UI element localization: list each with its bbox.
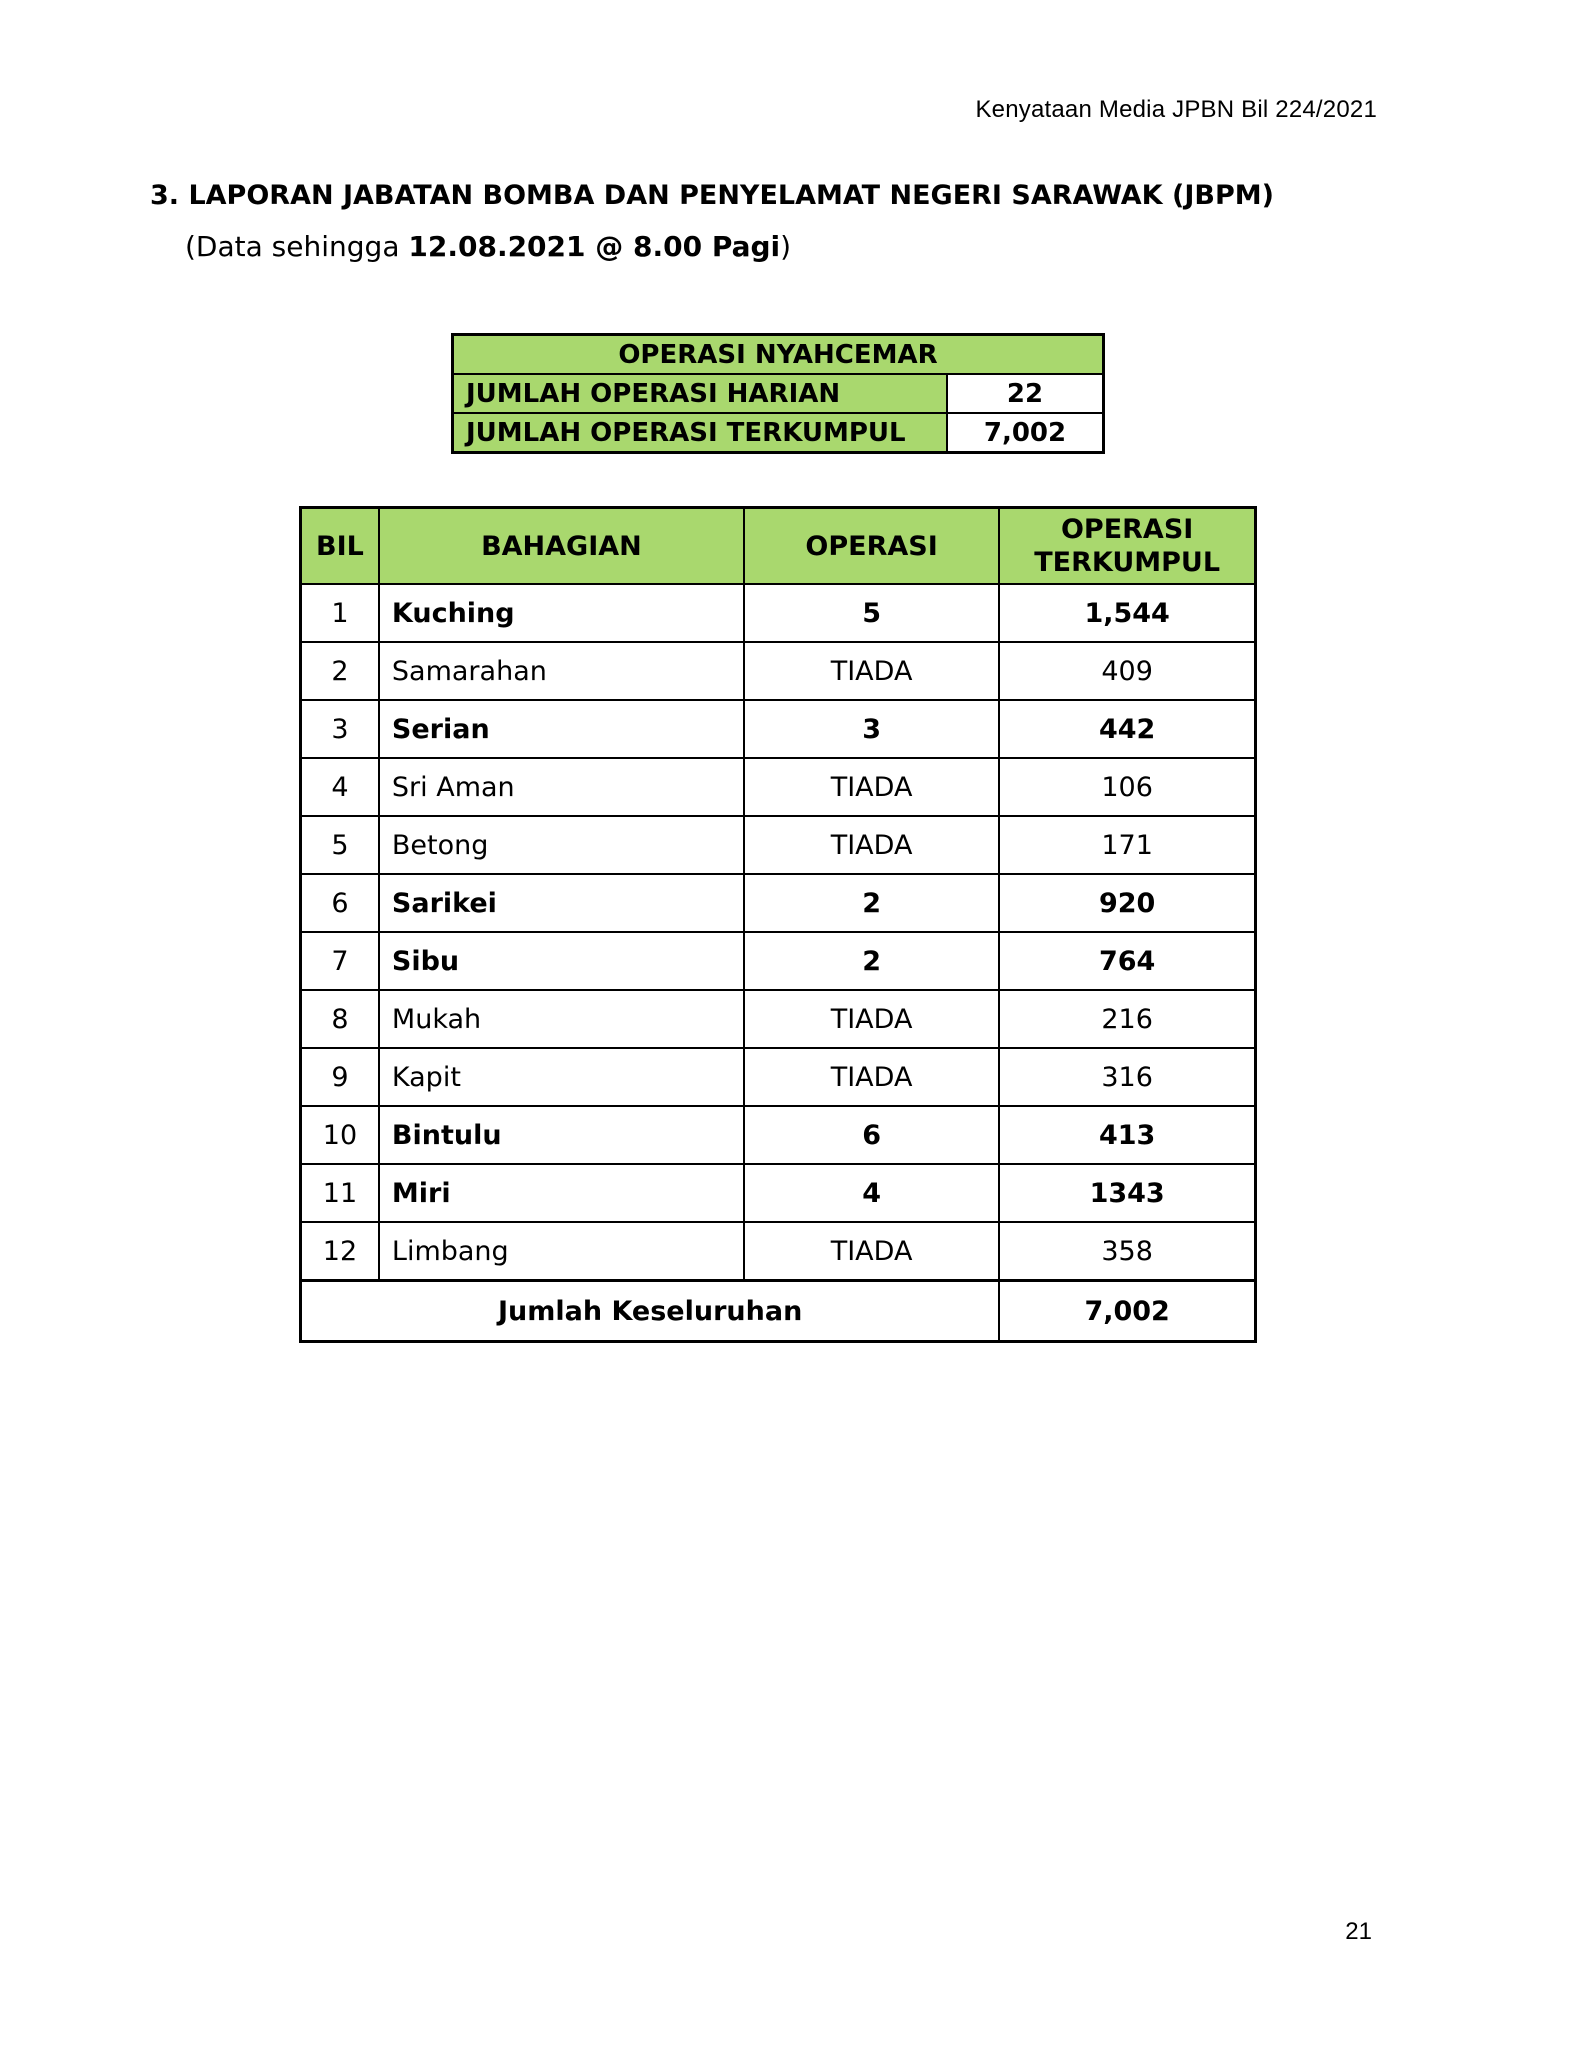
- header-bahagian: BAHAGIAN: [379, 508, 744, 585]
- summary-table: [451, 333, 1105, 454]
- summary-title-row: [453, 335, 1104, 375]
- summary-value: 7,002: [947, 413, 1104, 453]
- cell-bil: 7: [301, 932, 379, 990]
- cell-terkumpul: 409: [999, 642, 1255, 700]
- table-row: [301, 758, 1256, 816]
- data-note-open: (Data sehingga: [185, 230, 409, 263]
- cell-operasi: 4: [744, 1164, 999, 1222]
- cell-bahagian: Sri Aman: [379, 758, 744, 816]
- section-title: 3. LAPORAN JABATAN BOMBA DAN PENYELAMAT NEGERI SARAWAK (JBPM): [150, 180, 1274, 211]
- cell-bil: 1: [301, 584, 379, 642]
- cell-terkumpul: 764: [999, 932, 1255, 990]
- cell-bil: 8: [301, 990, 379, 1048]
- cell-terkumpul: 1343: [999, 1164, 1255, 1222]
- cell-bahagian: Sarikei: [379, 874, 744, 932]
- summary-title: OPERASI NYAHCEMAR: [453, 335, 1104, 375]
- cell-bil: 2: [301, 642, 379, 700]
- cell-bil: 4: [301, 758, 379, 816]
- cell-bahagian: Bintulu: [379, 1106, 744, 1164]
- summary-label: JUMLAH OPERASI TERKUMPUL: [453, 413, 948, 453]
- cell-bahagian: Kuching: [379, 584, 744, 642]
- cell-operasi: TIADA: [744, 1048, 999, 1106]
- cell-terkumpul: 1,544: [999, 584, 1255, 642]
- table-row: [301, 700, 1256, 758]
- total-label: Jumlah Keseluruhan: [301, 1281, 1000, 1342]
- header-bil: BIL: [301, 508, 379, 585]
- cell-bahagian: Samarahan: [379, 642, 744, 700]
- cell-bil: 6: [301, 874, 379, 932]
- cell-operasi: TIADA: [744, 758, 999, 816]
- cell-bil: 10: [301, 1106, 379, 1164]
- summary-row: [453, 374, 1104, 413]
- data-date-note: [185, 230, 791, 263]
- table-row: [301, 816, 1256, 874]
- table-row: [301, 874, 1256, 932]
- header-terkumpul-line2: TERKUMPUL: [1034, 547, 1221, 578]
- cell-terkumpul: 442: [999, 700, 1255, 758]
- table-row: [301, 584, 1256, 642]
- cell-operasi: TIADA: [744, 816, 999, 874]
- data-note-date: 12.08.2021 @ 8.00 Pagi: [408, 230, 781, 263]
- cell-bil: 5: [301, 816, 379, 874]
- cell-bahagian: Limbang: [379, 1222, 744, 1281]
- summary-label: JUMLAH OPERASI HARIAN: [453, 374, 948, 413]
- cell-bahagian: Miri: [379, 1164, 744, 1222]
- cell-bil: 11: [301, 1164, 379, 1222]
- total-row: [301, 1281, 1256, 1342]
- cell-terkumpul: 106: [999, 758, 1255, 816]
- cell-operasi: 6: [744, 1106, 999, 1164]
- summary-row: [453, 413, 1104, 453]
- cell-operasi: 5: [744, 584, 999, 642]
- cell-operasi: 2: [744, 932, 999, 990]
- header-operasi-terkumpul: [999, 508, 1255, 585]
- cell-terkumpul: 216: [999, 990, 1255, 1048]
- page-number: 21: [1345, 1918, 1372, 1945]
- cell-terkumpul: 358: [999, 1222, 1255, 1281]
- data-note-close: ): [780, 230, 792, 263]
- cell-bahagian: Mukah: [379, 990, 744, 1048]
- document-reference: Kenyataan Media JPBN Bil 224/2021: [975, 96, 1377, 123]
- total-value: 7,002: [999, 1281, 1255, 1342]
- cell-terkumpul: 171: [999, 816, 1255, 874]
- cell-operasi: TIADA: [744, 642, 999, 700]
- table-header-row: [301, 508, 1256, 585]
- cell-bahagian: Betong: [379, 816, 744, 874]
- cell-terkumpul: 316: [999, 1048, 1255, 1106]
- header-operasi: OPERASI: [744, 508, 999, 585]
- cell-bahagian: Serian: [379, 700, 744, 758]
- cell-bil: 9: [301, 1048, 379, 1106]
- cell-bil: 12: [301, 1222, 379, 1281]
- table-row: [301, 1106, 1256, 1164]
- cell-operasi: TIADA: [744, 1222, 999, 1281]
- cell-terkumpul: 413: [999, 1106, 1255, 1164]
- cell-terkumpul: 920: [999, 874, 1255, 932]
- cell-operasi: 3: [744, 700, 999, 758]
- table-row: [301, 990, 1256, 1048]
- header-terkumpul-line1: OPERASI: [1060, 514, 1194, 545]
- cell-bahagian: Sibu: [379, 932, 744, 990]
- table-row: [301, 932, 1256, 990]
- cell-operasi: 2: [744, 874, 999, 932]
- operations-table: [299, 506, 1257, 1343]
- table-row: [301, 1164, 1256, 1222]
- table-row: [301, 1222, 1256, 1281]
- summary-value: 22: [947, 374, 1104, 413]
- cell-bahagian: Kapit: [379, 1048, 744, 1106]
- table-row: [301, 1048, 1256, 1106]
- cell-bil: 3: [301, 700, 379, 758]
- cell-operasi: TIADA: [744, 990, 999, 1048]
- table-row: [301, 642, 1256, 700]
